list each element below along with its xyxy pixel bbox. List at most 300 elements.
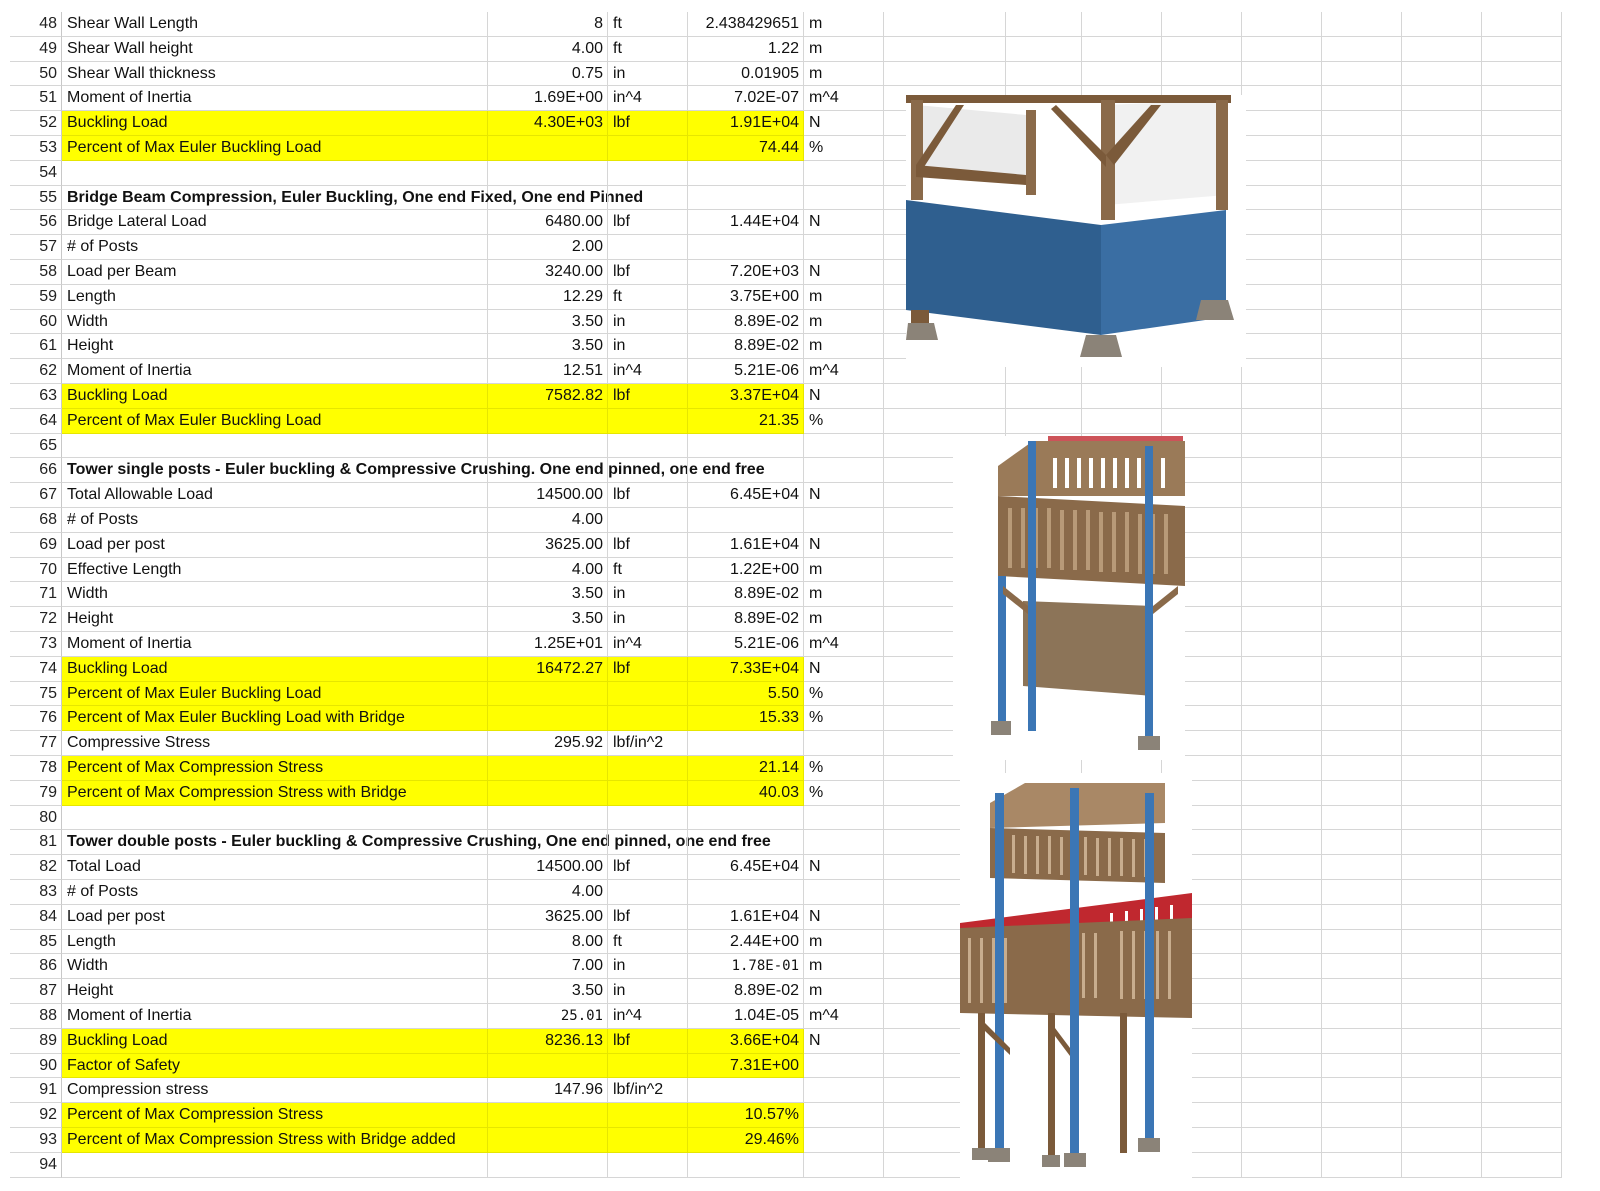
empty-cell[interactable] <box>1242 1078 1322 1103</box>
imperial-value-cell[interactable] <box>488 806 608 831</box>
empty-cell[interactable] <box>1482 260 1562 285</box>
empty-cell[interactable] <box>1322 954 1402 979</box>
metric-unit-cell[interactable]: N <box>804 210 884 235</box>
imperial-value-cell[interactable]: 8.00 <box>488 930 608 955</box>
label-cell[interactable]: Buckling Load <box>62 657 488 682</box>
metric-unit-cell[interactable]: m <box>804 930 884 955</box>
imperial-value-cell[interactable]: 4.30E+03 <box>488 111 608 136</box>
metric-value-cell[interactable] <box>688 1153 804 1178</box>
metric-value-cell[interactable]: 6.45E+04 <box>688 855 804 880</box>
metric-value-cell[interactable]: 5.21E-06 <box>688 632 804 657</box>
imperial-value-cell[interactable]: 2.00 <box>488 235 608 260</box>
imperial-unit-cell[interactable]: ft <box>608 37 688 62</box>
imperial-value-cell[interactable] <box>488 781 608 806</box>
empty-cell[interactable] <box>1482 1004 1562 1029</box>
metric-value-cell[interactable] <box>688 830 804 855</box>
empty-cell[interactable] <box>1482 508 1562 533</box>
empty-cell[interactable] <box>1402 954 1482 979</box>
empty-cell[interactable] <box>1322 210 1402 235</box>
empty-cell[interactable] <box>1322 1103 1402 1128</box>
empty-cell[interactable] <box>1402 359 1482 384</box>
empty-cell[interactable] <box>1242 310 1322 335</box>
label-cell[interactable]: Percent of Max Euler Buckling Load with Bridge <box>62 706 488 731</box>
empty-cell[interactable] <box>1482 582 1562 607</box>
empty-cell[interactable] <box>1322 12 1402 37</box>
metric-unit-cell[interactable]: m^4 <box>804 1004 884 1029</box>
empty-cell[interactable] <box>1402 1004 1482 1029</box>
label-cell[interactable]: # of Posts <box>62 880 488 905</box>
empty-cell[interactable] <box>1482 632 1562 657</box>
metric-value-cell[interactable]: 1.78E-01 <box>688 954 804 979</box>
imperial-unit-cell[interactable] <box>608 706 688 731</box>
empty-cell[interactable] <box>1402 285 1482 310</box>
label-cell[interactable]: Shear Wall Length <box>62 12 488 37</box>
metric-value-cell[interactable]: 3.75E+00 <box>688 285 804 310</box>
imperial-value-cell[interactable]: 4.00 <box>488 37 608 62</box>
empty-cell[interactable] <box>1482 781 1562 806</box>
imperial-unit-cell[interactable]: ft <box>608 285 688 310</box>
imperial-value-cell[interactable]: 14500.00 <box>488 483 608 508</box>
empty-cell[interactable] <box>1482 359 1562 384</box>
empty-cell[interactable] <box>1242 731 1322 756</box>
empty-cell[interactable] <box>1322 855 1402 880</box>
imperial-value-cell[interactable]: 295.92 <box>488 731 608 756</box>
imperial-value-cell[interactable] <box>488 1103 608 1128</box>
imperial-unit-cell[interactable]: in <box>608 607 688 632</box>
empty-cell[interactable] <box>1482 880 1562 905</box>
empty-cell[interactable] <box>1162 62 1242 87</box>
empty-cell[interactable] <box>1242 954 1322 979</box>
empty-cell[interactable] <box>1482 186 1562 211</box>
label-cell[interactable]: Factor of Safety <box>62 1054 488 1079</box>
metric-unit-cell[interactable]: m <box>804 607 884 632</box>
label-cell[interactable]: Height <box>62 334 488 359</box>
empty-cell[interactable] <box>1402 1103 1482 1128</box>
imperial-unit-cell[interactable] <box>608 781 688 806</box>
empty-cell[interactable] <box>1402 1153 1482 1178</box>
label-cell[interactable]: Length <box>62 285 488 310</box>
empty-cell[interactable] <box>1242 483 1322 508</box>
imperial-value-cell[interactable]: 7582.82 <box>488 384 608 409</box>
label-cell[interactable]: Percent of Max Compression Stress <box>62 1103 488 1128</box>
imperial-value-cell[interactable] <box>488 682 608 707</box>
imperial-value-cell[interactable]: 25.01 <box>488 1004 608 1029</box>
metric-unit-cell[interactable]: % <box>804 136 884 161</box>
imperial-unit-cell[interactable]: lbf/in^2 <box>608 1078 688 1103</box>
empty-cell[interactable] <box>1402 855 1482 880</box>
empty-cell[interactable] <box>1322 731 1402 756</box>
empty-cell[interactable] <box>1402 1128 1482 1153</box>
full-tower-image[interactable] <box>960 773 1192 1181</box>
empty-cell[interactable] <box>1242 359 1322 384</box>
imperial-value-cell[interactable]: 3625.00 <box>488 905 608 930</box>
imperial-value-cell[interactable]: 7.00 <box>488 954 608 979</box>
label-cell[interactable]: Moment of Inertia <box>62 632 488 657</box>
label-cell[interactable]: Compression stress <box>62 1078 488 1103</box>
metric-value-cell[interactable]: 1.91E+04 <box>688 111 804 136</box>
metric-value-cell[interactable] <box>688 458 804 483</box>
empty-cell[interactable] <box>1402 533 1482 558</box>
empty-cell[interactable] <box>1322 86 1402 111</box>
empty-cell[interactable] <box>1242 136 1322 161</box>
empty-cell[interactable] <box>1482 161 1562 186</box>
empty-cell[interactable] <box>1482 905 1562 930</box>
label-cell[interactable]: Shear Wall thickness <box>62 62 488 87</box>
empty-cell[interactable] <box>1402 458 1482 483</box>
imperial-unit-cell[interactable]: lbf <box>608 905 688 930</box>
imperial-unit-cell[interactable] <box>608 186 688 211</box>
imperial-unit-cell[interactable] <box>608 682 688 707</box>
metric-value-cell[interactable]: 3.66E+04 <box>688 1029 804 1054</box>
metric-value-cell[interactable] <box>688 186 804 211</box>
empty-cell[interactable] <box>1402 905 1482 930</box>
empty-cell[interactable] <box>1402 756 1482 781</box>
empty-cell[interactable] <box>1322 558 1402 583</box>
imperial-unit-cell[interactable]: lbf <box>608 533 688 558</box>
empty-cell[interactable] <box>1402 260 1482 285</box>
empty-cell[interactable] <box>1242 830 1322 855</box>
empty-cell[interactable] <box>1242 533 1322 558</box>
empty-cell[interactable] <box>1322 384 1402 409</box>
label-cell[interactable] <box>62 161 488 186</box>
empty-cell[interactable] <box>1242 458 1322 483</box>
empty-cell[interactable] <box>1322 830 1402 855</box>
imperial-unit-cell[interactable] <box>608 136 688 161</box>
imperial-value-cell[interactable]: 6480.00 <box>488 210 608 235</box>
empty-cell[interactable] <box>1402 558 1482 583</box>
metric-unit-cell[interactable] <box>804 161 884 186</box>
empty-cell[interactable] <box>1482 12 1562 37</box>
metric-value-cell[interactable]: 1.04E-05 <box>688 1004 804 1029</box>
metric-unit-cell[interactable] <box>804 830 884 855</box>
empty-cell[interactable] <box>1242 632 1322 657</box>
imperial-value-cell[interactable]: 4.00 <box>488 558 608 583</box>
empty-cell[interactable] <box>1402 930 1482 955</box>
metric-unit-cell[interactable]: N <box>804 111 884 136</box>
empty-cell[interactable] <box>1322 979 1402 1004</box>
metric-value-cell[interactable]: 8.89E-02 <box>688 607 804 632</box>
label-cell[interactable]: Percent of Max Euler Buckling Load <box>62 136 488 161</box>
label-cell[interactable]: Shear Wall height <box>62 37 488 62</box>
metric-value-cell[interactable]: 21.14 <box>688 756 804 781</box>
imperial-unit-cell[interactable]: in^4 <box>608 86 688 111</box>
empty-cell[interactable] <box>1082 62 1162 87</box>
metric-unit-cell[interactable]: N <box>804 657 884 682</box>
metric-unit-cell[interactable] <box>804 508 884 533</box>
imperial-value-cell[interactable]: 16472.27 <box>488 657 608 682</box>
imperial-value-cell[interactable] <box>488 756 608 781</box>
empty-cell[interactable] <box>1402 409 1482 434</box>
empty-cell[interactable] <box>1242 111 1322 136</box>
empty-cell[interactable] <box>1322 905 1402 930</box>
empty-cell[interactable] <box>1402 706 1482 731</box>
empty-cell[interactable] <box>1482 930 1562 955</box>
empty-cell[interactable] <box>1242 582 1322 607</box>
metric-unit-cell[interactable]: m <box>804 558 884 583</box>
metric-unit-cell[interactable] <box>804 458 884 483</box>
empty-cell[interactable] <box>1402 37 1482 62</box>
empty-cell[interactable] <box>1242 186 1322 211</box>
imperial-unit-cell[interactable]: ft <box>608 930 688 955</box>
empty-cell[interactable] <box>1402 161 1482 186</box>
empty-cell[interactable] <box>1242 434 1322 459</box>
imperial-unit-cell[interactable] <box>608 161 688 186</box>
empty-cell[interactable] <box>1242 607 1322 632</box>
empty-cell[interactable] <box>1402 483 1482 508</box>
empty-cell[interactable] <box>1402 979 1482 1004</box>
imperial-unit-cell[interactable]: in <box>608 954 688 979</box>
empty-cell[interactable] <box>1242 62 1322 87</box>
metric-unit-cell[interactable] <box>804 434 884 459</box>
imperial-unit-cell[interactable] <box>608 830 688 855</box>
imperial-value-cell[interactable] <box>488 706 608 731</box>
empty-cell[interactable] <box>1006 409 1082 434</box>
metric-value-cell[interactable]: 5.50 <box>688 682 804 707</box>
imperial-unit-cell[interactable] <box>608 235 688 260</box>
empty-cell[interactable] <box>1322 458 1402 483</box>
empty-cell[interactable] <box>1242 979 1322 1004</box>
empty-cell[interactable] <box>1242 210 1322 235</box>
empty-cell[interactable] <box>1402 235 1482 260</box>
imperial-unit-cell[interactable]: lbf <box>608 1029 688 1054</box>
empty-cell[interactable] <box>1242 285 1322 310</box>
empty-cell[interactable] <box>1482 682 1562 707</box>
imperial-value-cell[interactable]: 3.50 <box>488 334 608 359</box>
empty-cell[interactable] <box>1322 1078 1402 1103</box>
metric-unit-cell[interactable]: N <box>804 483 884 508</box>
imperial-value-cell[interactable] <box>488 1128 608 1153</box>
imperial-unit-cell[interactable]: in^4 <box>608 1004 688 1029</box>
empty-cell[interactable] <box>1242 657 1322 682</box>
imperial-value-cell[interactable]: 3.50 <box>488 979 608 1004</box>
imperial-unit-cell[interactable]: in <box>608 334 688 359</box>
empty-cell[interactable] <box>1482 1029 1562 1054</box>
empty-cell[interactable] <box>1322 235 1402 260</box>
empty-cell[interactable] <box>884 384 1006 409</box>
empty-cell[interactable] <box>1242 409 1322 434</box>
empty-cell[interactable] <box>1006 37 1082 62</box>
empty-cell[interactable] <box>1402 1054 1482 1079</box>
empty-cell[interactable] <box>1402 582 1482 607</box>
empty-cell[interactable] <box>1322 161 1402 186</box>
empty-cell[interactable] <box>1482 210 1562 235</box>
imperial-unit-cell[interactable]: lbf <box>608 210 688 235</box>
empty-cell[interactable] <box>1242 905 1322 930</box>
empty-cell[interactable] <box>1322 607 1402 632</box>
label-cell[interactable]: Tower single posts - Euler buckling & Compressive Crushing. One end pinned, one end free <box>62 458 488 483</box>
metric-unit-cell[interactable] <box>804 1078 884 1103</box>
label-cell[interactable]: Length <box>62 930 488 955</box>
imperial-unit-cell[interactable] <box>608 434 688 459</box>
metric-value-cell[interactable]: 6.45E+04 <box>688 483 804 508</box>
tower-lower-section-image[interactable] <box>906 95 1246 367</box>
metric-unit-cell[interactable]: N <box>804 905 884 930</box>
empty-cell[interactable] <box>1482 806 1562 831</box>
metric-unit-cell[interactable]: m <box>804 37 884 62</box>
imperial-unit-cell[interactable]: in <box>608 310 688 335</box>
imperial-value-cell[interactable]: 3240.00 <box>488 260 608 285</box>
empty-cell[interactable] <box>1482 954 1562 979</box>
imperial-unit-cell[interactable] <box>608 1153 688 1178</box>
empty-cell[interactable] <box>1482 86 1562 111</box>
empty-cell[interactable] <box>1402 880 1482 905</box>
empty-cell[interactable] <box>1082 37 1162 62</box>
empty-cell[interactable] <box>1322 781 1402 806</box>
empty-cell[interactable] <box>1482 409 1562 434</box>
metric-unit-cell[interactable]: m <box>804 62 884 87</box>
label-cell[interactable]: Percent of Max Euler Buckling Load <box>62 409 488 434</box>
empty-cell[interactable] <box>1242 161 1322 186</box>
imperial-value-cell[interactable] <box>488 136 608 161</box>
imperial-value-cell[interactable] <box>488 1153 608 1178</box>
empty-cell[interactable] <box>1402 12 1482 37</box>
empty-cell[interactable] <box>1402 682 1482 707</box>
label-cell[interactable]: Percent of Max Compression Stress with Bridge added <box>62 1128 488 1153</box>
empty-cell[interactable] <box>884 37 1006 62</box>
label-cell[interactable]: Moment of Inertia <box>62 86 488 111</box>
metric-value-cell[interactable]: 3.37E+04 <box>688 384 804 409</box>
empty-cell[interactable] <box>1482 1153 1562 1178</box>
empty-cell[interactable] <box>1322 359 1402 384</box>
empty-cell[interactable] <box>1482 1054 1562 1079</box>
metric-value-cell[interactable]: 8.89E-02 <box>688 334 804 359</box>
imperial-unit-cell[interactable] <box>608 756 688 781</box>
empty-cell[interactable] <box>1322 930 1402 955</box>
empty-cell[interactable] <box>1322 409 1402 434</box>
empty-cell[interactable] <box>1322 1054 1402 1079</box>
imperial-unit-cell[interactable]: lbf <box>608 260 688 285</box>
metric-value-cell[interactable]: 8.89E-02 <box>688 979 804 1004</box>
empty-cell[interactable] <box>1322 682 1402 707</box>
label-cell[interactable]: # of Posts <box>62 508 488 533</box>
empty-cell[interactable] <box>1482 310 1562 335</box>
empty-cell[interactable] <box>1482 1128 1562 1153</box>
label-cell[interactable]: Percent of Max Compression Stress with Bridge <box>62 781 488 806</box>
empty-cell[interactable] <box>1402 186 1482 211</box>
empty-cell[interactable] <box>1482 979 1562 1004</box>
empty-cell[interactable] <box>1322 706 1402 731</box>
label-cell[interactable]: Moment of Inertia <box>62 359 488 384</box>
metric-value-cell[interactable]: 7.20E+03 <box>688 260 804 285</box>
empty-cell[interactable] <box>1482 235 1562 260</box>
empty-cell[interactable] <box>1242 706 1322 731</box>
imperial-value-cell[interactable]: 3.50 <box>488 607 608 632</box>
empty-cell[interactable] <box>1322 1128 1402 1153</box>
metric-value-cell[interactable]: 7.02E-07 <box>688 86 804 111</box>
empty-cell[interactable] <box>1242 682 1322 707</box>
empty-cell[interactable] <box>1242 756 1322 781</box>
imperial-unit-cell[interactable]: ft <box>608 12 688 37</box>
empty-cell[interactable] <box>1482 62 1562 87</box>
metric-unit-cell[interactable]: % <box>804 409 884 434</box>
label-cell[interactable] <box>62 806 488 831</box>
metric-unit-cell[interactable]: m <box>804 582 884 607</box>
empty-cell[interactable] <box>1242 235 1322 260</box>
empty-cell[interactable] <box>1162 12 1242 37</box>
metric-unit-cell[interactable] <box>804 731 884 756</box>
empty-cell[interactable] <box>1322 806 1402 831</box>
empty-cell[interactable] <box>1082 12 1162 37</box>
empty-cell[interactable] <box>1482 37 1562 62</box>
imperial-unit-cell[interactable]: lbf <box>608 855 688 880</box>
imperial-unit-cell[interactable] <box>608 508 688 533</box>
empty-cell[interactable] <box>1082 384 1162 409</box>
metric-unit-cell[interactable]: N <box>804 260 884 285</box>
metric-unit-cell[interactable]: m <box>804 12 884 37</box>
empty-cell[interactable] <box>1006 62 1082 87</box>
label-cell[interactable] <box>62 1153 488 1178</box>
empty-cell[interactable] <box>1322 582 1402 607</box>
empty-cell[interactable] <box>1242 1004 1322 1029</box>
metric-value-cell[interactable]: 8.89E-02 <box>688 310 804 335</box>
metric-value-cell[interactable] <box>688 731 804 756</box>
imperial-value-cell[interactable]: 4.00 <box>488 880 608 905</box>
empty-cell[interactable] <box>1242 384 1322 409</box>
metric-unit-cell[interactable]: % <box>804 756 884 781</box>
label-cell[interactable]: Load per post <box>62 905 488 930</box>
imperial-unit-cell[interactable]: ft <box>608 558 688 583</box>
empty-cell[interactable] <box>1242 260 1322 285</box>
empty-cell[interactable] <box>1402 310 1482 335</box>
empty-cell[interactable] <box>1482 607 1562 632</box>
metric-value-cell[interactable]: 21.35 <box>688 409 804 434</box>
empty-cell[interactable] <box>1402 632 1482 657</box>
metric-value-cell[interactable] <box>688 161 804 186</box>
empty-cell[interactable] <box>1322 260 1402 285</box>
imperial-unit-cell[interactable]: lbf <box>608 111 688 136</box>
imperial-value-cell[interactable] <box>488 1054 608 1079</box>
imperial-value-cell[interactable] <box>488 458 608 483</box>
empty-cell[interactable] <box>1482 830 1562 855</box>
empty-cell[interactable] <box>1082 409 1162 434</box>
empty-cell[interactable] <box>1482 334 1562 359</box>
empty-cell[interactable] <box>1242 1153 1322 1178</box>
imperial-unit-cell[interactable]: lbf <box>608 657 688 682</box>
empty-cell[interactable] <box>1482 731 1562 756</box>
imperial-unit-cell[interactable]: lbf <box>608 384 688 409</box>
empty-cell[interactable] <box>1482 533 1562 558</box>
imperial-value-cell[interactable]: 3625.00 <box>488 533 608 558</box>
imperial-value-cell[interactable]: 12.29 <box>488 285 608 310</box>
imperial-unit-cell[interactable]: in^4 <box>608 359 688 384</box>
empty-cell[interactable] <box>1482 483 1562 508</box>
empty-cell[interactable] <box>1162 384 1242 409</box>
empty-cell[interactable] <box>1242 930 1322 955</box>
empty-cell[interactable] <box>1322 1029 1402 1054</box>
label-cell[interactable]: Width <box>62 310 488 335</box>
empty-cell[interactable] <box>1402 111 1482 136</box>
label-cell[interactable]: Width <box>62 954 488 979</box>
imperial-unit-cell[interactable]: lbf <box>608 483 688 508</box>
metric-unit-cell[interactable]: N <box>804 533 884 558</box>
metric-value-cell[interactable]: 0.01905 <box>688 62 804 87</box>
empty-cell[interactable] <box>1242 334 1322 359</box>
empty-cell[interactable] <box>1402 657 1482 682</box>
empty-cell[interactable] <box>1322 111 1402 136</box>
empty-cell[interactable] <box>1482 855 1562 880</box>
empty-cell[interactable] <box>1322 136 1402 161</box>
label-cell[interactable]: Tower double posts - Euler buckling & Compressive Crushing, One end pinned, one end free <box>62 830 488 855</box>
label-cell[interactable]: Total Allowable Load <box>62 483 488 508</box>
imperial-unit-cell[interactable] <box>608 806 688 831</box>
empty-cell[interactable] <box>1242 1054 1322 1079</box>
metric-unit-cell[interactable] <box>804 880 884 905</box>
label-cell[interactable]: Moment of Inertia <box>62 1004 488 1029</box>
metric-unit-cell[interactable] <box>804 806 884 831</box>
empty-cell[interactable] <box>1402 830 1482 855</box>
imperial-value-cell[interactable] <box>488 161 608 186</box>
empty-cell[interactable] <box>1402 136 1482 161</box>
